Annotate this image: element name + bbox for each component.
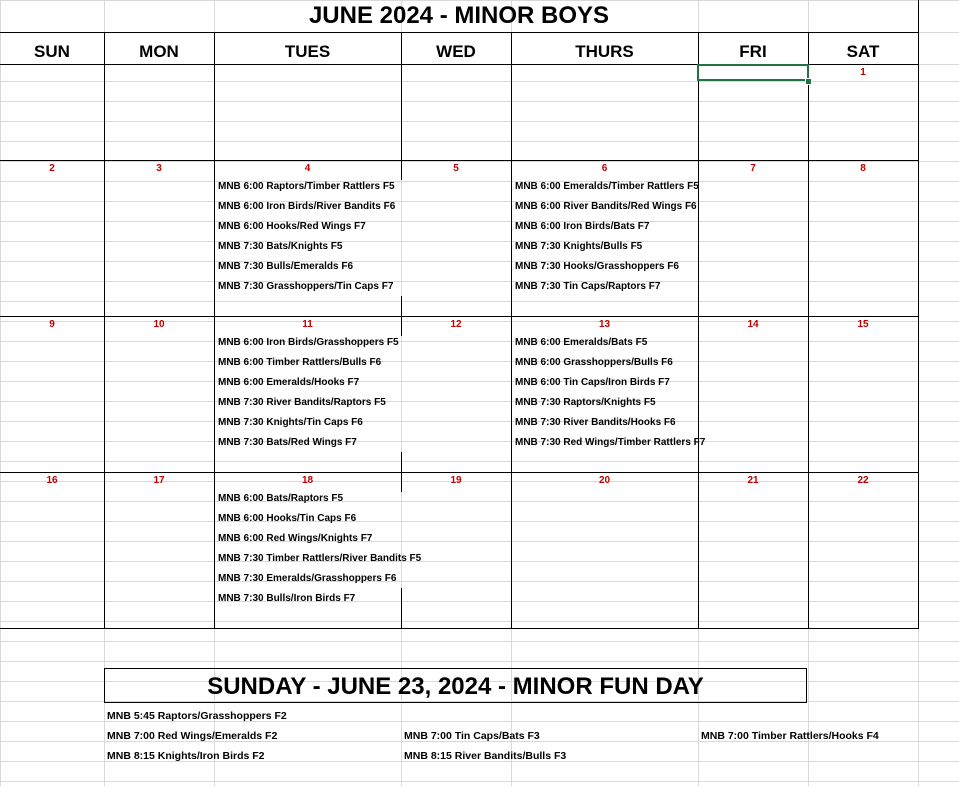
game-entry[interactable]: MNB 7:30 Bats/Knights F5 xyxy=(218,241,343,252)
row-gridline xyxy=(0,441,959,442)
fun-day-game[interactable]: MNB 5:45 Raptors/Grasshoppers F2 xyxy=(107,710,287,722)
row-gridline xyxy=(0,141,959,142)
game-entry[interactable]: MNB 6:00 Emeralds/Bats F5 xyxy=(515,337,648,348)
row-gridline xyxy=(0,461,959,462)
date-number[interactable]: 2 xyxy=(49,163,55,174)
fun-day-title[interactable]: SUNDAY - JUNE 23, 2024 - MINOR FUN DAY xyxy=(104,668,807,703)
day-header-sat[interactable]: SAT xyxy=(846,42,880,61)
game-entry[interactable]: MNB 6:00 Grasshoppers/Bulls F6 xyxy=(515,357,673,368)
border-line xyxy=(0,628,919,629)
row-gridline xyxy=(0,341,959,342)
game-entry[interactable]: MNB 7:30 Bulls/Emeralds F6 xyxy=(218,261,354,272)
row-gridline xyxy=(0,581,959,582)
game-entry[interactable]: MNB 7:30 Knights/Bulls F5 xyxy=(515,241,643,252)
row-gridline xyxy=(0,121,959,122)
fill-handle[interactable] xyxy=(805,78,812,85)
date-number[interactable]: 13 xyxy=(598,319,611,330)
date-number[interactable]: 21 xyxy=(747,475,759,486)
date-number[interactable]: 9 xyxy=(49,319,55,330)
fun-day-game[interactable]: MNB 7:00 Tin Caps/Bats F3 xyxy=(404,730,540,742)
row-gridline xyxy=(0,101,959,102)
row-gridline xyxy=(0,661,959,662)
date-number[interactable]: 8 xyxy=(860,163,866,174)
game-entry[interactable]: MNB 6:00 Iron Birds/Bats F7 xyxy=(515,221,650,232)
row-gridline xyxy=(0,241,959,242)
date-number[interactable]: 20 xyxy=(598,475,611,486)
game-entry[interactable]: MNB 7:30 River Bandits/Raptors F5 xyxy=(218,397,386,408)
selected-cell[interactable] xyxy=(697,64,809,81)
fun-day-game[interactable]: MNB 8:15 Knights/Iron Birds F2 xyxy=(107,750,265,762)
column-gridline xyxy=(0,0,1,786)
game-entry[interactable]: MNB 7:30 Raptors/Knights F5 xyxy=(515,397,656,408)
row-gridline xyxy=(0,181,959,182)
game-entry[interactable]: MNB 6:00 Iron Birds/Grasshoppers F5 xyxy=(218,337,399,348)
game-entry[interactable]: MNB 6:00 Bats/Raptors F5 xyxy=(218,493,344,504)
row-gridline xyxy=(0,401,959,402)
row-gridline xyxy=(0,301,959,302)
day-header-tues[interactable]: TUES xyxy=(284,42,331,61)
date-number[interactable]: 12 xyxy=(450,319,462,330)
game-entry[interactable]: MNB 6:00 Hooks/Tin Caps F6 xyxy=(218,513,357,524)
date-number[interactable]: 3 xyxy=(156,163,162,174)
row-gridline xyxy=(0,81,959,82)
date-number[interactable]: 17 xyxy=(153,475,165,486)
row-gridline xyxy=(0,641,959,642)
row-gridline xyxy=(0,521,959,522)
border-line xyxy=(918,0,919,629)
game-entry[interactable]: MNB 6:00 Timber Rattlers/Bulls F6 xyxy=(218,357,382,368)
day-header-wed[interactable]: WED xyxy=(436,42,476,61)
calendar-title[interactable]: JUNE 2024 - MINOR BOYS xyxy=(308,2,610,29)
date-number[interactable]: 10 xyxy=(153,319,165,330)
border-line xyxy=(401,588,402,629)
date-number[interactable]: 6 xyxy=(601,163,608,174)
date-number[interactable]: 19 xyxy=(450,475,462,486)
row-gridline xyxy=(0,541,959,542)
fun-day-game[interactable]: MNB 7:00 Red Wings/Emeralds F2 xyxy=(107,730,278,742)
fun-day-game[interactable]: MNB 8:15 River Bandits/Bulls F3 xyxy=(404,750,567,762)
game-entry[interactable]: MNB 7:30 Bats/Red Wings F7 xyxy=(218,437,357,448)
fun-day-game[interactable]: MNB 7:00 Timber Rattlers/Hooks F4 xyxy=(701,730,879,742)
day-header-thurs[interactable]: THURS xyxy=(575,42,634,61)
row-gridline xyxy=(0,261,959,262)
game-entry[interactable]: MNB 6:00 River Bandits/Red Wings F6 xyxy=(515,201,697,212)
game-entry[interactable]: MNB 6:00 Emeralds/Hooks F7 xyxy=(218,377,360,388)
game-entry[interactable]: MNB 6:00 Hooks/Red Wings F7 xyxy=(218,221,366,232)
game-entry[interactable]: MNB 7:30 Knights/Tin Caps F6 xyxy=(218,417,363,428)
row-gridline xyxy=(0,601,959,602)
row-gridline xyxy=(0,561,959,562)
game-entry[interactable]: MNB 7:30 Grasshoppers/Tin Caps F7 xyxy=(218,281,394,292)
game-entry[interactable]: MNB 6:00 Tin Caps/Iron Birds F7 xyxy=(515,377,670,388)
date-number[interactable]: 7 xyxy=(750,163,756,174)
row-gridline xyxy=(0,201,959,202)
day-header-mon[interactable]: MON xyxy=(139,42,179,61)
game-entry[interactable]: MNB 6:00 Emeralds/Timber Rattlers F5 xyxy=(515,181,699,192)
game-entry[interactable]: MNB 7:30 Emeralds/Grasshoppers F6 xyxy=(218,573,397,584)
row-gridline xyxy=(0,281,959,282)
game-entry[interactable]: MNB 7:30 Red Wings/Timber Rattlers F7 xyxy=(515,437,706,448)
row-gridline xyxy=(0,381,959,382)
row-gridline xyxy=(0,361,959,362)
game-entry[interactable]: MNB 7:30 Timber Rattlers/River Bandits F5 xyxy=(218,553,422,564)
date-number[interactable]: 15 xyxy=(857,319,869,330)
row-gridline xyxy=(0,501,959,502)
game-entry[interactable]: MNB 7:30 Hooks/Grasshoppers F6 xyxy=(515,261,679,272)
day-header-sun[interactable]: SUN xyxy=(34,42,70,61)
row-gridline xyxy=(0,621,959,622)
date-number[interactable]: 5 xyxy=(453,163,459,174)
date-number[interactable]: 22 xyxy=(857,475,869,486)
game-entry[interactable]: MNB 7:30 Bulls/Iron Birds F7 xyxy=(218,593,356,604)
row-gridline xyxy=(0,781,959,782)
row-gridline xyxy=(0,221,959,222)
date-number[interactable]: 18 xyxy=(301,475,314,486)
game-entry[interactable]: MNB 7:30 River Bandits/Hooks F6 xyxy=(515,417,676,428)
game-entry[interactable]: MNB 6:00 Red Wings/Knights F7 xyxy=(218,533,373,544)
date-number[interactable]: 11 xyxy=(302,319,313,330)
game-entry[interactable]: MNB 7:30 Tin Caps/Raptors F7 xyxy=(515,281,661,292)
row-gridline xyxy=(0,421,959,422)
game-entry[interactable]: MNB 6:00 Raptors/Timber Rattlers F5 xyxy=(218,181,395,192)
day-header-fri[interactable]: FRI xyxy=(739,42,767,61)
date-number[interactable]: 16 xyxy=(46,475,58,486)
date-number[interactable]: 14 xyxy=(747,319,759,330)
game-entry[interactable]: MNB 6:00 Iron Birds/River Bandits F6 xyxy=(218,201,396,212)
date-number[interactable]: 4 xyxy=(304,163,311,174)
date-number[interactable]: 1 xyxy=(860,67,866,78)
